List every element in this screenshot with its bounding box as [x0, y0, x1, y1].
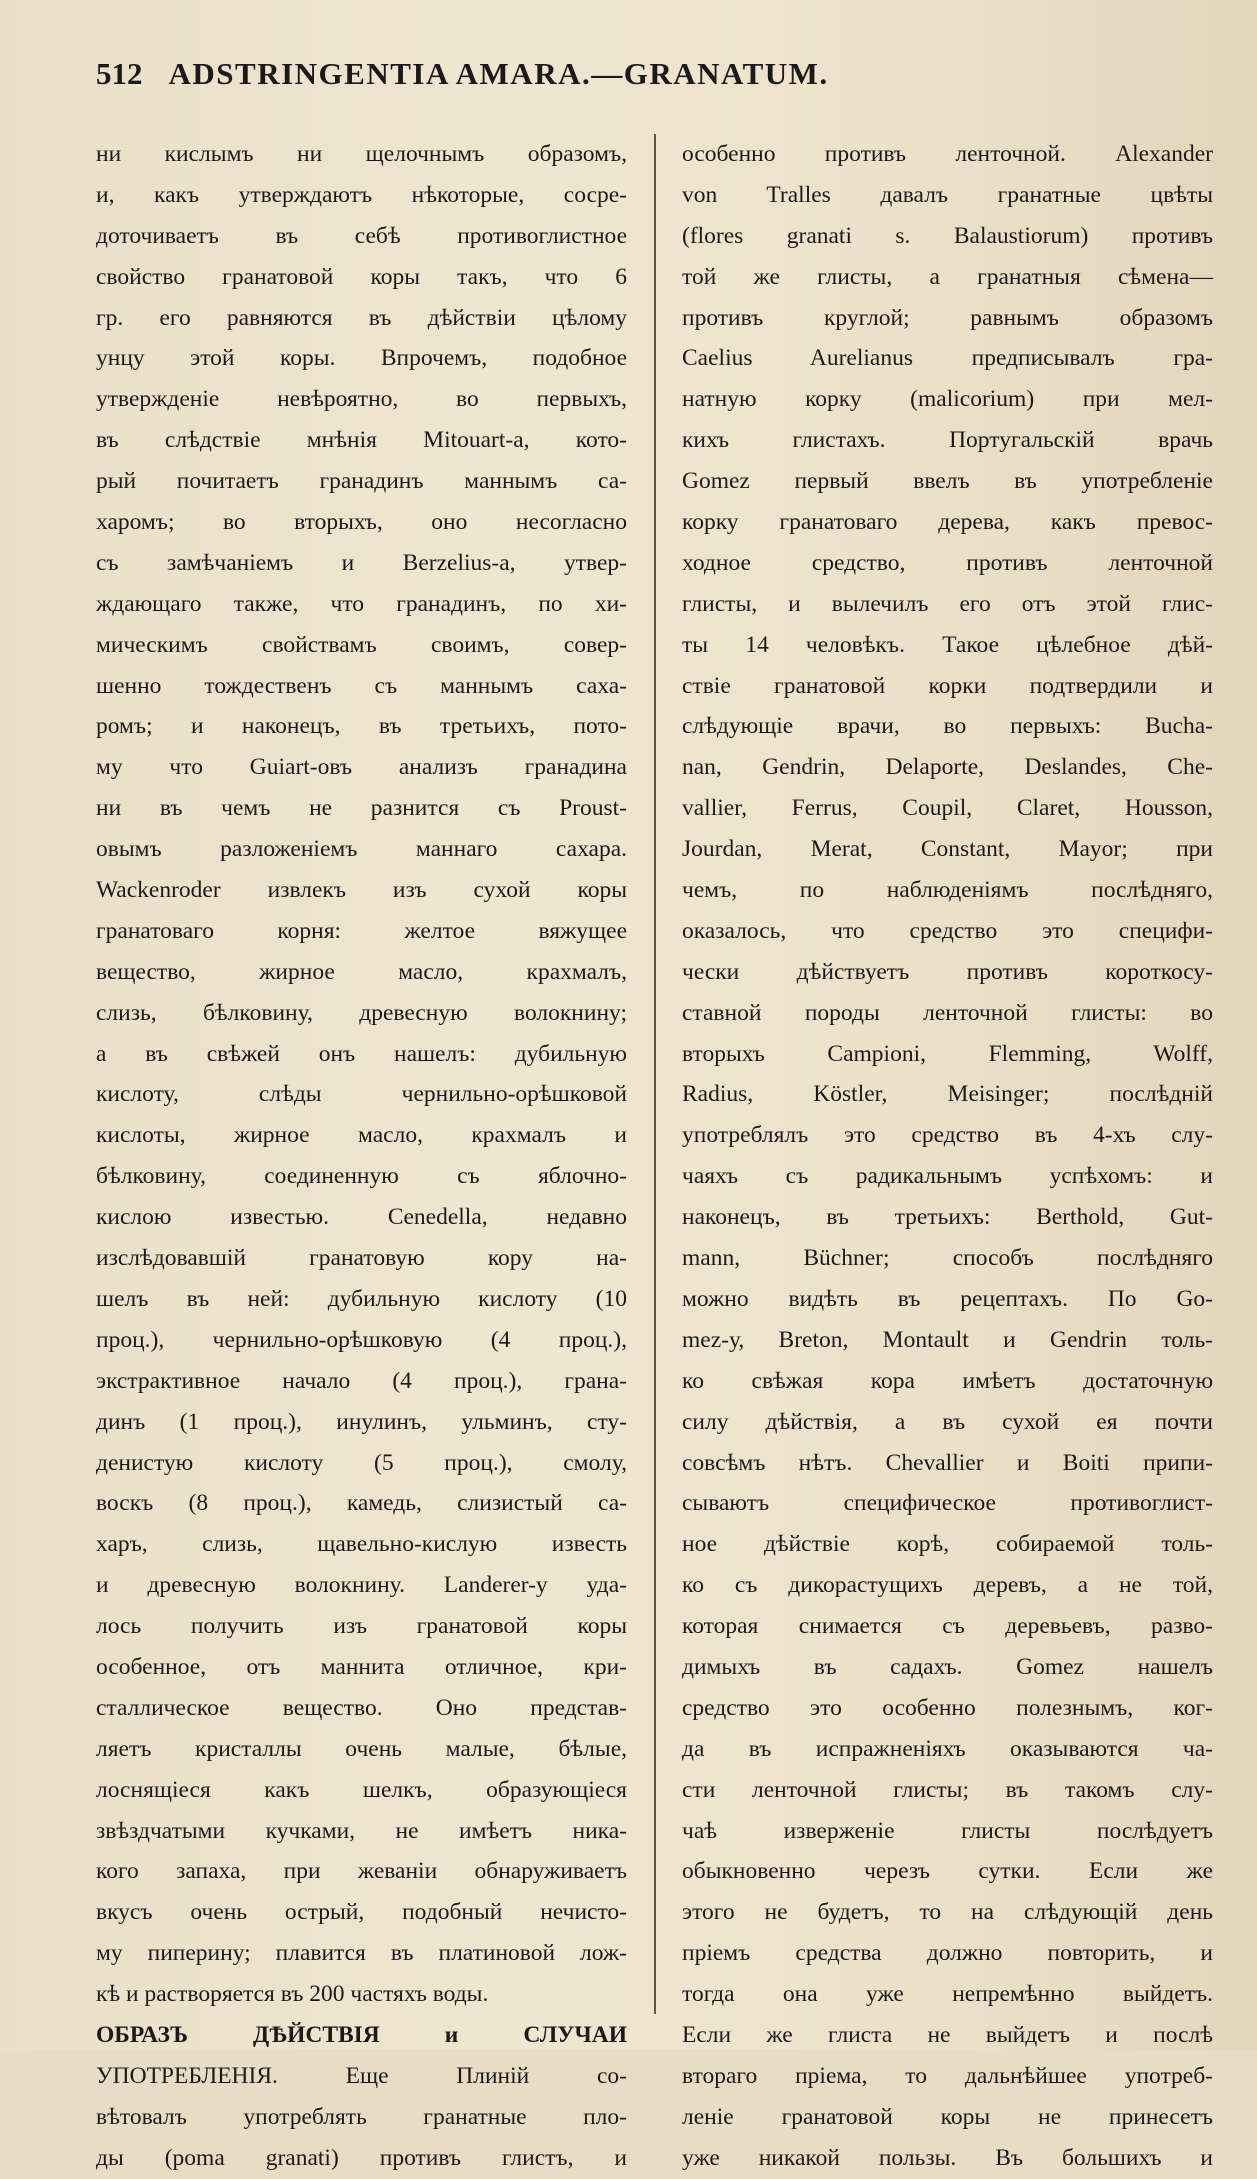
- text-line: бѣлковину, соединенную съ яблочно-: [96, 1163, 627, 1190]
- text-line: Jourdan, Merat, Constant, Mayor; при: [682, 836, 1213, 863]
- text-line: вещество, жирное масло, крахмалъ,: [96, 958, 627, 985]
- text-line: особенно противъ ленточной. Alexander: [682, 141, 1213, 167]
- text-line: обыкновенно черезъ сутки. Если же: [682, 1858, 1213, 1885]
- text-line: вторыхъ Campioni, Flemming, Wolff,: [682, 1040, 1213, 1067]
- text-line: слѣдующіе врачи, во первыхъ: Bucha-: [682, 713, 1213, 740]
- text-line: употреблялъ это средство въ 4-хъ слу-: [682, 1122, 1213, 1149]
- text-line: Radius, Köstler, Meisinger; послѣдній: [682, 1081, 1213, 1108]
- text-line: свойство гранатовой коры такъ, что 6: [96, 263, 627, 290]
- text-line: von Tralles давалъ гранатные цвѣты: [682, 181, 1213, 208]
- text-line: mann, Büchner; способъ послѣдняго: [682, 1245, 1213, 1272]
- text-line: той же глисты, а гранатныя сѣмена—: [682, 263, 1213, 290]
- text-line: рый почитаетъ гранадинъ маннымъ са-: [96, 468, 627, 495]
- text-line: му пиперину; плавится въ платиновой лож-: [96, 1940, 627, 1967]
- text-line: въ слѣдствіе мнѣнія Mitouart-а, кото-: [96, 427, 627, 454]
- text-line: съ замѣчаніемъ и Berzelius-а, утвер-: [96, 549, 627, 576]
- text-line: кислою известью. Cenedella, недавно: [96, 1204, 627, 1231]
- text-line: чемъ, по наблюденіямъ послѣдняго,: [682, 877, 1213, 904]
- text-line: му что Guiart-овъ анализъ гранадина: [96, 754, 627, 781]
- text-line: кихъ глистахъ. Португальскій врачь: [682, 427, 1213, 454]
- text-line: этого не будетъ, то на слѣдующій день: [682, 1899, 1213, 1926]
- text-line: противъ круглой; равнымъ образомъ: [682, 304, 1213, 331]
- text-columns: [96, 134, 1213, 2171]
- text-line: оказалось, что средство это специфи-: [682, 917, 1213, 944]
- text-line: Gomez первый ввелъ въ употребленіе: [682, 468, 1213, 495]
- text-line: чаяхъ съ радикальнымъ успѣхомъ: и: [682, 1163, 1213, 1190]
- column-rule: [654, 134, 656, 2014]
- text-line: ждающаго также, что гранадинъ, по хи-: [96, 590, 627, 617]
- text-line: натную корку (malicorium) при мел-: [682, 386, 1213, 413]
- text-line: шелъ въ ней: дубильную кислоту (10: [96, 1285, 627, 1312]
- text-line: воскъ (8 проц.), камедь, слизистый са-: [96, 1490, 627, 1517]
- text-line: унцу этой коры. Впрочемъ, подобное: [96, 345, 627, 372]
- text-line: и древесную волокнину. Landerer-у уда-: [96, 1572, 627, 1599]
- text-line: ляетъ кристаллы очень малые, бѣлые,: [96, 1735, 627, 1762]
- text-line: ни въ чемъ не разнится съ Proust-: [96, 795, 627, 822]
- text-line: лоснящіеся какъ шелкъ, образующіеся: [96, 1776, 627, 1803]
- text-line: корку гранатоваго дерева, какъ превос-: [682, 509, 1213, 536]
- text-line: лось получить изъ гранатовой коры: [96, 1613, 627, 1640]
- text-line: силу дѣйствія, а въ сухой ея почти: [682, 1408, 1213, 1435]
- text-line: Если же глиста не выйдетъ и послѣ: [682, 2021, 1213, 2048]
- text-line: проц.), чернильно-орѣшковую (4 проц.),: [96, 1326, 627, 1353]
- text-line: ствіе гранатовой корки подтвердили и: [682, 672, 1213, 699]
- text-line: втораго пріема, то дальнѣйшее употреб-: [682, 2062, 1213, 2089]
- text-line: можно видѣть въ рецептахъ. По Go-: [682, 1285, 1213, 1312]
- text-line: УПОТРЕБЛЕНІЯ. Еще Плиній со-: [96, 2062, 627, 2089]
- text-line: ко свѣжая кора имѣетъ достаточную: [682, 1367, 1213, 1394]
- text-line: динъ (1 проц.), инулинъ, ульминъ, сту-: [96, 1408, 627, 1435]
- text-line: vallier, Ferrus, Coupil, Claret, Housson,: [682, 795, 1213, 822]
- text-line: кислоты, жирное масло, крахмалъ и: [96, 1122, 627, 1149]
- text-line: пріемъ средства должно повторить, и: [682, 1940, 1213, 1967]
- text-line: звѣздчатыми кучками, не имѣетъ ника-: [96, 1817, 627, 1844]
- text-line: совсѣмъ нѣтъ. Chevallier и Boiti припи-: [682, 1449, 1213, 1476]
- text-line: вкусъ очень острый, подобный нечисто-: [96, 1899, 627, 1926]
- text-line: утвержденіе невѣроятно, во первыхъ,: [96, 386, 627, 413]
- text-line: особенное, отъ маннита отличное, кри-: [96, 1653, 627, 1680]
- text-line: (flores granati s. Balaustiorum) противъ: [682, 222, 1213, 249]
- text-line: чаѣ изверженіе глисты послѣдуетъ: [682, 1817, 1213, 1844]
- text-line: слизь, бѣлковину, древесную волокнину;: [96, 999, 627, 1026]
- text-line: тогда она уже непремѣнно выйдетъ.: [682, 1981, 1213, 2008]
- text-line: ко съ дикорастущихъ деревъ, а не той,: [682, 1572, 1213, 1599]
- right-column: [682, 134, 1213, 2171]
- text-line: харомъ; во вторыхъ, оно несогласно: [96, 509, 627, 536]
- text-line: леніе гранатовой коры не принесетъ: [682, 2103, 1213, 2130]
- text-line: ромъ; и наконецъ, въ третьихъ, пото-: [96, 713, 627, 740]
- text-line: ставной породы ленточной глисты: во: [682, 999, 1213, 1026]
- text-line: чески дѣйствуетъ противъ короткосу-: [682, 958, 1213, 985]
- text-line: глисты, и вылечилъ его отъ этой глис-: [682, 590, 1213, 617]
- page-number: 512: [96, 56, 143, 91]
- text-line: ты 14 человѣкъ. Такое цѣлебное дѣй-: [682, 631, 1213, 658]
- text-line: кого запаха, при жеваніи обнаруживаетъ: [96, 1858, 627, 1885]
- text-line: ды (poma granati) противъ глистъ, и: [96, 2144, 627, 2171]
- text-line: ходное средство, противъ ленточной: [682, 549, 1213, 576]
- text-line: гр. его равняются въ дѣйствіи цѣлому: [96, 304, 627, 331]
- text-line: наконецъ, въ третьихъ: Berthold, Gut-: [682, 1204, 1213, 1231]
- text-line: кѣ и растворяется въ 200 частяхъ воды.: [96, 1981, 489, 2008]
- text-line: гранатоваго корня: желтое вяжущее: [96, 917, 627, 944]
- text-line: мическимъ свойствамъ своимъ, совер-: [96, 631, 627, 658]
- text-line: овымъ разложеніемъ маннаго сахара.: [96, 836, 627, 863]
- text-line: доточиваетъ въ себѣ противоглистное: [96, 222, 627, 249]
- text-line: которая снимается съ деревьевъ, разво-: [682, 1613, 1213, 1640]
- text-line: средство это особенно полезнымъ, ког-: [682, 1694, 1213, 1721]
- text-line: nan, Gendrin, Delaporte, Deslandes, Che-: [682, 754, 1213, 781]
- text-line: да въ испражненіяхъ оказываются ча-: [682, 1735, 1213, 1762]
- text-line: шенно тождественъ съ маннымъ саха-: [96, 672, 627, 699]
- text-line: экстрактивное начало (4 проц.), грана-: [96, 1367, 627, 1394]
- text-line: уже никакой пользы. Въ большихъ и: [682, 2144, 1213, 2171]
- running-head: [96, 56, 1213, 96]
- text-line: а въ свѣжей онъ нашелъ: дубильную: [96, 1040, 627, 1067]
- text-line: изслѣдовавшій гранатовую кору на-: [96, 1245, 627, 1272]
- left-column: [96, 134, 627, 2171]
- text-line: mez-у, Breton, Montault и Gendrin толь-: [682, 1326, 1213, 1353]
- text-line: сываютъ специфическое противоглист-: [682, 1490, 1213, 1517]
- text-line: Caelius Aurelianus предписывалъ гра-: [682, 345, 1213, 372]
- text-line: ОБРАЗЪ ДѢЙСТВІЯ и СЛУЧАИ: [96, 2021, 627, 2048]
- text-line: и, какъ утверждаютъ нѣкоторые, сосре-: [96, 181, 627, 208]
- text-line: сти ленточной глисты; въ такомъ слу-: [682, 1776, 1213, 1803]
- text-line: димыхъ въ садахъ. Gomez нашелъ: [682, 1653, 1213, 1680]
- text-line: Wackenroder извлекъ изъ сухой коры: [96, 877, 627, 904]
- text-line: ное дѣйствіе корѣ, собираемой толь-: [682, 1531, 1213, 1558]
- text-line: вѣтовалъ употреблять гранатные пло-: [96, 2103, 627, 2130]
- text-line: харъ, слизь, щавельно-кислую известь: [96, 1531, 627, 1558]
- text-line: сталлическое вещество. Оно представ-: [96, 1694, 627, 1721]
- running-title: ADSTRINGENTIA AMARA.—GRANATUM.: [168, 56, 829, 91]
- text-line: ни кислымъ ни щелочнымъ образомъ,: [96, 141, 627, 167]
- text-line: денистую кислоту (5 проц.), смолу,: [96, 1449, 627, 1476]
- text-line: кислоту, слѣды чернильно-орѣшковой: [96, 1081, 627, 1108]
